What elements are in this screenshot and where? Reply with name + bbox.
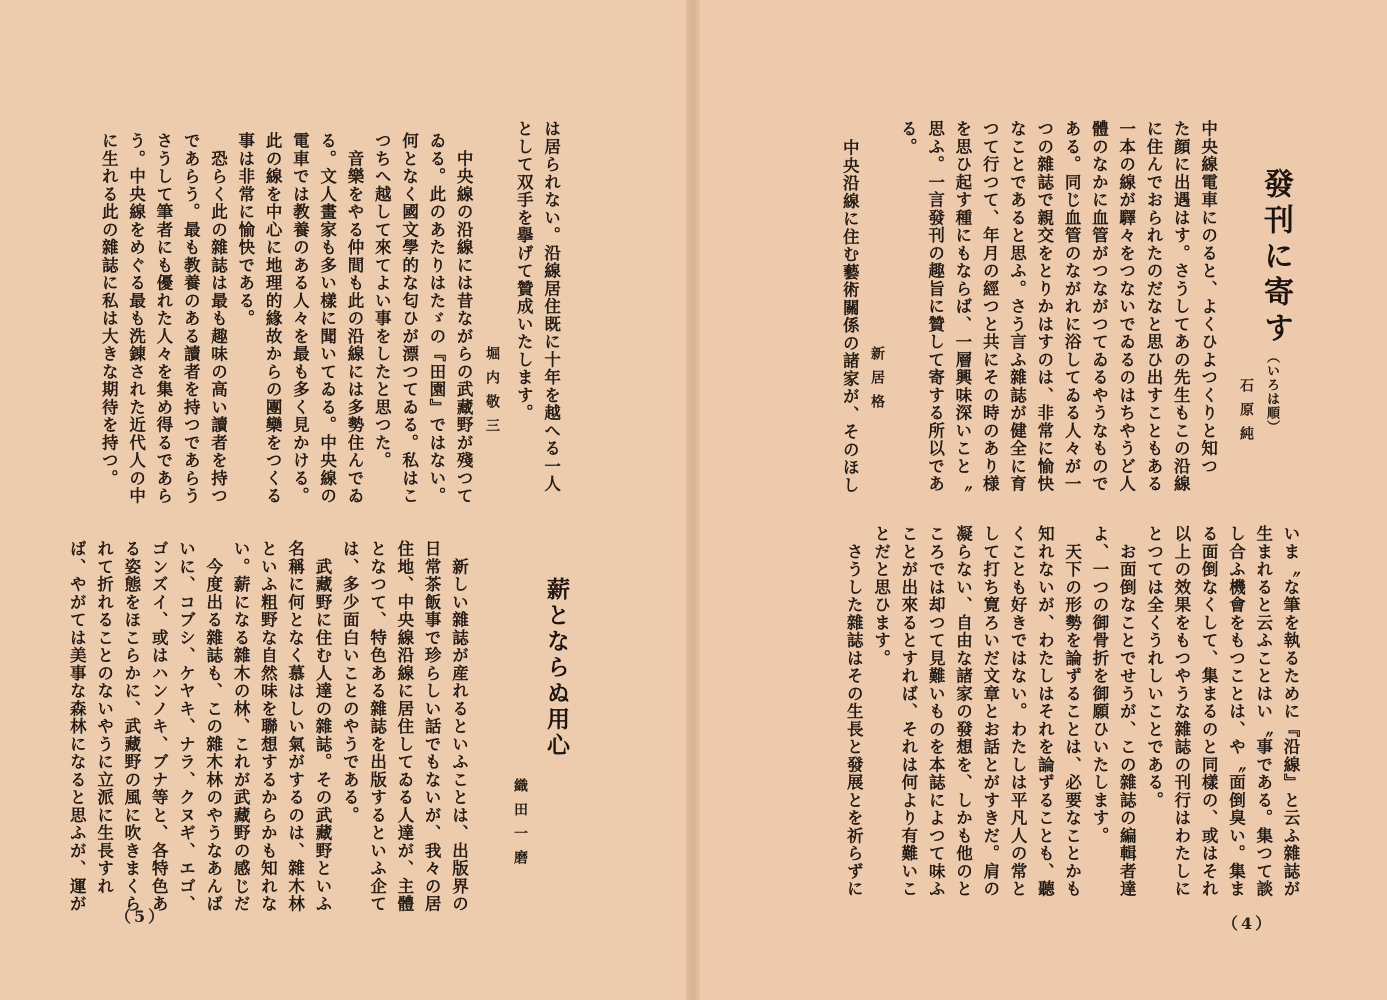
body-text-horiuchi: 中央線の沿線には昔ながらの武藏野が殘つて ゐる。此のあたりはたゞの『田園』ではない。 何となく國文學的な匂ひが漂つてゐる。私はこ つちへ越して來てよい事をしたと思つた。 音樂をやる仲間も此の沿線には多勢住んでゐ る。文人畫家も多い樣に聞いてゐる。中央線の 電車では教養のある人々を最も多く見かける。 此の線を中心に地理的緣故からの團欒をつくる 事は非常に愉快である。 恐らく此の雜誌は最も趣味の高い讀者を持つ であらう。最も教養のある讀者を持つであらう さうして筆者にも優れた人々を集め得るであら う。中央線をめぐる最も洗錬された近代人の中 に生れる此の雜誌に私は大きな期待を持つ。	[99, 132, 474, 505]
author-arai: 新居格	[869, 346, 885, 418]
author-oda: 織田一磨	[512, 778, 528, 874]
author-ishihara: 石原純	[1238, 378, 1254, 450]
article-title-takigi: 薪とならぬ用心	[543, 577, 569, 759]
body-text-oda: 新しい雜誌が産れるといふことは、出版界の 日常茶飯事で珍らしい話でもないが、我々の居 住地、中央線沿線に居住してゐる人達が、主體 となつて、特色ある雜誌を出版するといふ企て は、多少面白いことのやうである。 武藏野に住む人達の雜誌。その武藏野といふ 名稱に何となく慕はしい氣がするのは、雜木林 といふ粗野な自然味を聯想するからかも知れな い。薪になる雜木の林、これが武藏野の感じだ 今度出る雜誌も、この雜木林のやうなあんば いに、コブシ、ケヤキ、ナラ、クヌギ、エゴ、 ゴンズイ、或はハンノキ、ブナ等と、各特色あ る姿態をほこらかに、武藏野の風に吹きまくら れて折れることのないやうに立派に生長すれ ば、やがては美事な森林になると思ふが、運が	[67, 540, 469, 913]
article-title-hakkan: 發刊に寄す	[1258, 168, 1293, 348]
author-horiuchi: 堀内敬三	[484, 346, 500, 442]
page-number-4: （4）	[1222, 914, 1275, 933]
page-gutter	[686, 0, 700, 1000]
body-text-ishihara: 中央線電車にのると、よくひよつくりと知つ た顔に出遇はす。さうしてあの先生もこの沿線 に住んでおられたのだなと思ひ出すこともある 一本の線が驛々をつないでゐるのはちやうど人 體のなかに血管がつながつてゐるやうなもので ある。同じ血管のながれに浴してゐる人々が一 つの雜誌で親交をとりかはすのは、非常に愉快 なことであると思ふ。さう言ふ雜誌が健全に育 つて行つて、年月の經つと共にその時のあり様 を思ひ起す種にもならば、一層興味深いこと〝 思ふ。一言發刊の趣旨に贊して寄する所以であ る。	[898, 120, 1218, 493]
page-number-5: （5）	[115, 907, 168, 926]
body-text-arai-start: 中央沿線に住む藝術關係の諸家が、そのほし	[840, 139, 860, 494]
body-text-arai-continued: いま〝な筆を執るために『沿線』と云ふ雜誌が 生まれると云ふことはい〝事である。集つて談 し合ふ機會をもつことは、や〝面倒臭い。集ま る面倒なくして、集まるのと同樣の、或はそれ 以上の效果をもつやうな雜誌の刊行はわたしに とつては全くうれしいことである。 お面倒なことでせうが、この雜誌の編輯者達 よ、一つの御骨折を御願ひいたします。 天下の形勢を論ずることは、必要なことかも 知れないが、わたしはそれを論ずることも、聽 くことも好きではない。わたしは平凡人の常と して打ち寛ろいだ文章とお話とがすきだ。肩の 凝らない、自由な諸家の發想を、しかも他のと ころでは却つて見難いものを本誌によつて味ふ ことが出來るとすれば、それは何より有難いこ とだと思ひます。 さうした雜誌はその生長と發展とを祈らずに	[844, 525, 1301, 898]
body-text-arai-end: は居られない。沿線居住既に十年を越へる一人 として双手を擧げて贊成いたします。	[514, 120, 561, 493]
title-note-iroha: （いろは順）	[1264, 350, 1279, 434]
